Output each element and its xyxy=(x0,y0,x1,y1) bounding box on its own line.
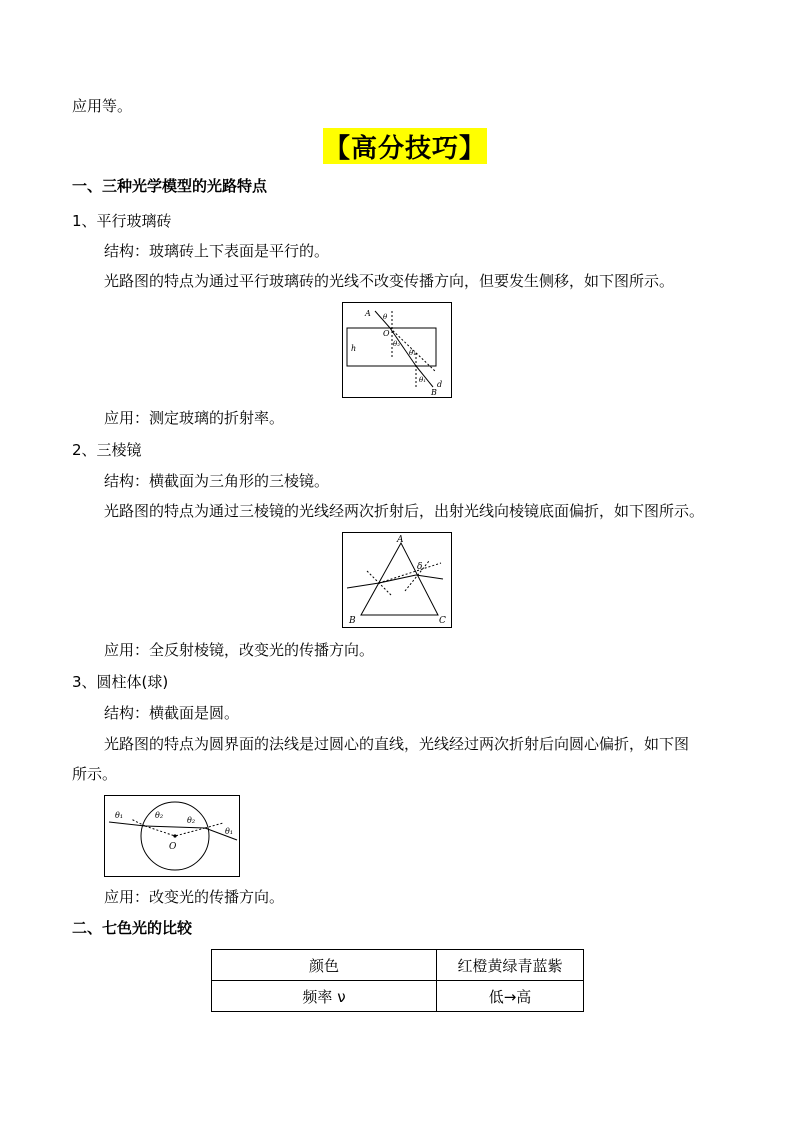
item2-description: 光路图的特点为通过三棱镜的光线经两次折射后，出射光线向棱镜底面偏折，如下图所示。 xyxy=(104,502,705,520)
cylinder-figure xyxy=(104,795,240,877)
glass-slab-diagram xyxy=(343,303,451,397)
cylinder-diagram xyxy=(105,796,239,876)
label-o: O xyxy=(169,842,177,852)
table-row xyxy=(212,981,584,1012)
table-cell: 低→高 xyxy=(437,981,584,1012)
prism-diagram xyxy=(343,533,451,627)
item3-description-line1: 光路图的特点为圆界面的法线是过圆心的直线，光线经过两次折射后向圆心偏折，如下图 xyxy=(104,735,690,753)
intro-text: 应用等。 xyxy=(72,97,133,115)
label-theta1-right: θ₁ xyxy=(225,827,234,836)
glass-slab-figure xyxy=(342,302,452,398)
table-cell: 频率 ν xyxy=(212,981,437,1012)
item2-structure: 结构：横截面为三角形的三棱镜。 xyxy=(104,472,330,490)
section-banner: 【高分技巧】 xyxy=(323,128,487,164)
table-cell: 红橙黄绿青蓝紫 xyxy=(437,950,584,981)
item1-application: 应用：测定玻璃的折射率。 xyxy=(104,409,285,427)
table-cell: 颜色 xyxy=(212,950,437,981)
label-theta2-left: θ₂ xyxy=(155,811,164,820)
label-theta1: θ₁ xyxy=(409,349,417,357)
table-row xyxy=(212,950,584,981)
item3-structure: 结构：横截面是圆。 xyxy=(104,704,240,722)
item2-application: 应用：全反射棱镜，改变光的传播方向。 xyxy=(104,641,375,659)
item1-description: 光路图的特点为通过平行玻璃砖的光线不改变传播方向，但要发生侧移，如下图所示。 xyxy=(104,272,675,290)
label-b: B xyxy=(431,388,437,397)
label-theta-bottom: θ₁ xyxy=(419,376,427,384)
label-a: A xyxy=(365,309,371,318)
item1-structure: 结构：玻璃砖上下表面是平行的。 xyxy=(104,242,330,260)
label-d: d xyxy=(437,380,443,389)
item1-title: 1、平行玻璃砖 xyxy=(72,212,172,230)
label-a: A xyxy=(397,535,404,545)
label-theta2-right: θ₂ xyxy=(187,816,196,825)
section2-heading: 二、七色光的比较 xyxy=(72,919,193,937)
item2-title: 2、三棱镜 xyxy=(72,441,142,459)
label-b: B xyxy=(349,616,356,626)
label-delta: δ xyxy=(417,562,423,572)
label-theta: θ xyxy=(383,313,388,321)
label-c: C xyxy=(439,616,446,626)
label-theta2: θ₂ xyxy=(393,340,401,348)
color-comparison-table xyxy=(211,949,584,1012)
item3-application: 应用：改变光的传播方向。 xyxy=(104,888,285,906)
label-h: h xyxy=(351,344,357,353)
label-theta1-left: θ₁ xyxy=(115,811,124,820)
item3-description-line2: 所示。 xyxy=(72,765,118,783)
prism-figure xyxy=(342,532,452,628)
section1-heading: 一、三种光学模型的光路特点 xyxy=(72,177,268,195)
label-o: O xyxy=(383,329,390,338)
item3-title: 3、圆柱体(球) xyxy=(72,673,169,691)
